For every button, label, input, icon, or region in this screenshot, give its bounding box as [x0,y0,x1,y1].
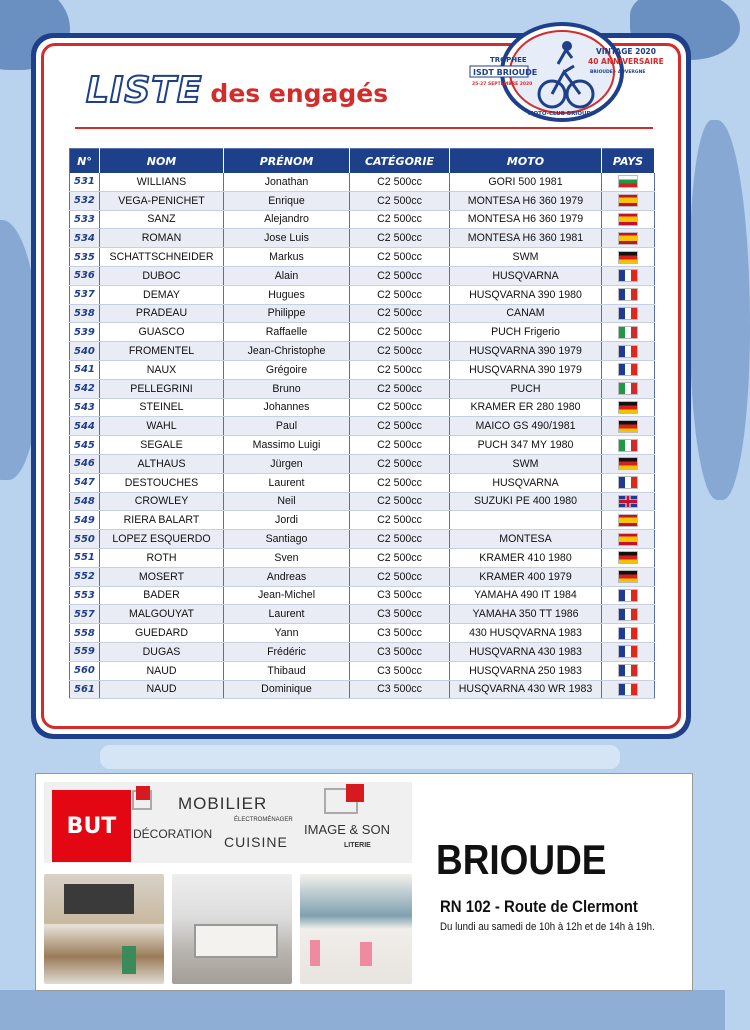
flag-es-icon [618,533,638,546]
table-row [70,492,655,511]
cell-cat: C2 500cc [350,492,450,511]
cell-moto: GORI 500 1981 [450,173,602,191]
cell-cat: C2 500cc [350,304,450,323]
cell-prenom: Jean-Michel [224,586,350,605]
cell-num: 537 [70,285,100,304]
flag-fr-icon [618,307,638,320]
cell-moto: MONTESA H6 360 1979 [450,191,602,210]
cell-num: 546 [70,454,100,473]
cell-moto: MONTESA H6 360 1979 [450,210,602,229]
cell-num: 553 [70,586,100,605]
cell-moto: HUSQVARNA [450,266,602,285]
flag-de-icon [618,570,638,583]
column-header-number: N° [70,149,100,174]
table-row [70,191,655,210]
cell-num: 547 [70,473,100,492]
cell-moto: PUCH Frigerio [450,323,602,342]
cell-moto: CANAM [450,304,602,323]
cell-nom: SCHATTSCHNEIDER [100,248,224,267]
cell-pays [602,323,655,342]
cell-prenom: Alejandro [224,210,350,229]
cell-cat: C2 500cc [350,248,450,267]
advertisement [35,773,693,991]
background-shape [0,990,725,1030]
cell-prenom: Johannes [224,398,350,417]
cell-prenom: Jean-Christophe [224,342,350,361]
table-row [70,398,655,417]
cell-pays [602,360,655,379]
entries-table [69,148,655,699]
cell-nom: RIERA BALART [100,511,224,530]
flag-bg-icon [618,175,638,188]
photo-detail [64,884,134,914]
cell-prenom: Dominique [224,680,350,699]
cell-num: 543 [70,398,100,417]
cell-num: 531 [70,173,100,191]
ad-mobilier: MOBILIER [178,794,268,813]
flag-de-icon [618,401,638,414]
cell-pays [602,229,655,248]
cell-cat: C2 500cc [350,530,450,549]
background-shape [100,745,620,769]
cell-pays [602,530,655,549]
table-row [70,379,655,398]
cell-nom: MOSERT [100,567,224,586]
cell-prenom: Yann [224,624,350,643]
cell-pays [602,379,655,398]
flag-it-icon [618,326,638,339]
cell-pays [602,436,655,455]
table-row [70,473,655,492]
table-row [70,642,655,661]
cell-cat: C2 500cc [350,323,450,342]
cell-cat: C2 500cc [350,511,450,530]
cell-prenom: Frédéric [224,642,350,661]
cell-prenom: Laurent [224,473,350,492]
table-row [70,266,655,285]
cell-num: 536 [70,266,100,285]
cell-cat: C3 500cc [350,680,450,699]
flag-fr-icon [618,645,638,658]
cell-pays [602,248,655,267]
cell-cat: C2 500cc [350,360,450,379]
cell-moto: SWM [450,248,602,267]
cell-prenom: Paul [224,417,350,436]
cell-nom: PRADEAU [100,304,224,323]
title-liste: LISTE [86,70,203,111]
cell-moto: HUSQVARNA 390 1979 [450,342,602,361]
cell-nom: SEGALE [100,436,224,455]
cell-num: 561 [70,680,100,699]
flag-fr-icon [618,269,638,282]
table-header-row [70,149,655,174]
bedroom-photo [172,874,292,984]
cell-pays [602,454,655,473]
table-row [70,304,655,323]
cell-num: 539 [70,323,100,342]
column-header-moto: MOTO [450,149,602,174]
cell-num: 560 [70,661,100,680]
cell-nom: VEGA-PENICHET [100,191,224,210]
cell-cat: C2 500cc [350,342,450,361]
table-row [70,285,655,304]
cell-moto: 430 HUSQVARNA 1983 [450,624,602,643]
cell-cat: C3 500cc [350,605,450,624]
cell-pays [602,548,655,567]
cell-num: 540 [70,342,100,361]
cell-cat: C3 500cc [350,586,450,605]
table-row [70,210,655,229]
square-icon [346,784,364,802]
cell-moto: HUSQVARNA 430 1983 [450,642,602,661]
title-des-engages: des engagés [210,79,389,108]
table-row [70,680,655,699]
cell-cat: C2 500cc [350,173,450,191]
table-row [70,229,655,248]
cell-moto: KRAMER 400 1979 [450,567,602,586]
photo-detail [360,942,372,966]
cell-cat: C2 500cc [350,210,450,229]
cell-nom: DUBOC [100,266,224,285]
cell-nom: CROWLEY [100,492,224,511]
flag-fr-icon [618,608,638,621]
cell-prenom: Neil [224,492,350,511]
flag-es-icon [618,213,638,226]
cell-prenom: Thibaud [224,661,350,680]
table-row [70,567,655,586]
column-header-prenom: PRÉNOM [224,149,350,174]
page-title [86,70,388,114]
cell-cat: C2 500cc [350,229,450,248]
ad-decoration: DÉCORATION [133,827,213,841]
background-shape [690,120,750,500]
cell-nom: WAHL [100,417,224,436]
cell-num: 545 [70,436,100,455]
cell-cat: C2 500cc [350,417,450,436]
cell-nom: BADER [100,586,224,605]
cell-moto: MONTESA H6 360 1981 [450,229,602,248]
cell-pays [602,586,655,605]
cell-nom: ROMAN [100,229,224,248]
cell-num: 549 [70,511,100,530]
cell-moto: HUSQVARNA 250 1983 [450,661,602,680]
square-icon [136,786,150,800]
logo-line4: VINTAGE 2020 [596,47,656,56]
cell-moto: PUCH 347 MY 1980 [450,436,602,455]
cell-nom: ALTHAUS [100,454,224,473]
cell-pays [602,492,655,511]
flag-fr-icon [618,476,638,489]
cell-pays [602,210,655,229]
cell-pays [602,173,655,191]
cell-num: 548 [70,492,100,511]
cell-nom: LOPEZ ESQUERDO [100,530,224,549]
table-row [70,323,655,342]
cell-moto: YAMAHA 490 IT 1984 [450,586,602,605]
logo-line5: 40 ANNIVERSAIRE [588,57,664,66]
logo-line3: 25-27 SEPTEMBRE 2020 [472,82,533,87]
cell-nom: NAUD [100,661,224,680]
flag-es-icon [618,232,638,245]
table-row [70,436,655,455]
cell-nom: NAUD [100,680,224,699]
event-logo [466,22,664,122]
cell-nom: GUASCO [100,323,224,342]
cell-num: 532 [70,191,100,210]
cell-moto: MONTESA [450,530,602,549]
cell-prenom: Enrique [224,191,350,210]
flag-fr-icon [618,288,638,301]
ad-image-son: IMAGE & SON [304,822,390,837]
cell-num: 557 [70,605,100,624]
table-row [70,605,655,624]
cell-cat: C2 500cc [350,285,450,304]
cell-num: 550 [70,530,100,549]
table-row [70,548,655,567]
store-city: BRIOUDE [436,836,607,883]
flag-es-icon [618,194,638,207]
cell-moto: YAMAHA 350 TT 1986 [450,605,602,624]
cell-cat: C2 500cc [350,454,450,473]
logo-line2: ISDT BRIOUDE [473,68,538,77]
cell-prenom: Jordi [224,511,350,530]
cell-cat: C3 500cc [350,642,450,661]
flag-es-icon [618,514,638,527]
cell-num: 542 [70,379,100,398]
cell-cat: C2 500cc [350,398,450,417]
flag-fr-icon [618,345,638,358]
cell-nom: SANZ [100,210,224,229]
cell-cat: C2 500cc [350,379,450,398]
cell-prenom: Raffaelle [224,323,350,342]
but-logo: BUT [52,790,131,862]
cell-moto: SUZUKI PE 400 1980 [450,492,602,511]
cell-pays [602,680,655,699]
cell-prenom: Philippe [224,304,350,323]
cell-pays [602,398,655,417]
cell-num: 551 [70,548,100,567]
cell-prenom: Grégoire [224,360,350,379]
cell-moto [450,511,602,530]
cell-pays [602,342,655,361]
flag-fr-icon [618,589,638,602]
cell-moto: SWM [450,454,602,473]
flag-it-icon [618,439,638,452]
cell-pays [602,191,655,210]
cell-moto: PUCH [450,379,602,398]
table-row [70,360,655,379]
cell-num: 559 [70,642,100,661]
cell-pays [602,567,655,586]
cell-prenom: Bruno [224,379,350,398]
logo-line6: BRIOUDE - AUVERGNE [590,70,646,75]
ad-electromenager: ÉLECTROMÉNAGER [234,817,293,823]
cell-num: 535 [70,248,100,267]
ad-literie: LITERIE [344,842,371,849]
table-row [70,417,655,436]
cell-num: 541 [70,360,100,379]
cell-prenom: Hugues [224,285,350,304]
cell-pays [602,605,655,624]
cell-num: 552 [70,567,100,586]
cell-prenom: Jürgen [224,454,350,473]
title-divider [75,127,653,129]
cell-moto: HUSQVARNA 390 1979 [450,360,602,379]
cell-pays [602,285,655,304]
cell-pays [602,266,655,285]
ad-banner [44,782,412,863]
flag-de-icon [618,251,638,264]
cell-prenom: Jose Luis [224,229,350,248]
flag-fr-icon [618,683,638,696]
cell-pays [602,304,655,323]
cell-moto: HUSQVARNA [450,473,602,492]
cell-pays [602,642,655,661]
cell-cat: C2 500cc [350,473,450,492]
living-photo [300,874,412,984]
cell-num: 534 [70,229,100,248]
cell-num: 558 [70,624,100,643]
store-hours: Du lundi au samedi de 10h à 12h et de 14h à 19h. [440,921,655,933]
flag-de-icon [618,551,638,564]
photo-detail [310,940,320,966]
table-row [70,586,655,605]
cell-pays [602,417,655,436]
flag-gb-icon [618,495,638,508]
cell-prenom: Laurent [224,605,350,624]
cell-moto: KRAMER ER 280 1980 [450,398,602,417]
cell-prenom: Andreas [224,567,350,586]
cell-pays [602,473,655,492]
flag-fr-icon [618,627,638,640]
photo-detail [194,924,278,958]
column-header-categorie: CATÉGORIE [350,149,450,174]
cell-moto: MAICO GS 490/1981 [450,417,602,436]
column-header-nom: NOM [100,149,224,174]
cell-cat: C3 500cc [350,661,450,680]
column-header-pays: PAYS [602,149,655,174]
cell-nom: STEINEL [100,398,224,417]
table-row [70,248,655,267]
cell-prenom: Sven [224,548,350,567]
cell-prenom: Santiago [224,530,350,549]
cell-nom: DEMAY [100,285,224,304]
flag-de-icon [618,457,638,470]
cell-cat: C2 500cc [350,436,450,455]
table-row [70,173,655,191]
logo-line1: TROPHEE [490,56,527,64]
ad-cuisine: CUISINE [224,834,288,850]
cell-prenom: Alain [224,266,350,285]
cell-num: 538 [70,304,100,323]
kitchen-photo [44,874,164,984]
logo-line7: MOTO-CLUB BRIOUDE [528,111,595,117]
cell-nom: WILLIANS [100,173,224,191]
cell-nom: PELLEGRINI [100,379,224,398]
cell-nom: FROMENTEL [100,342,224,361]
store-address: RN 102 - Route de Clermont [440,897,638,916]
cell-prenom: Jonathan [224,173,350,191]
cell-nom: ROTH [100,548,224,567]
cell-nom: DESTOUCHES [100,473,224,492]
cell-num: 533 [70,210,100,229]
cell-pays [602,511,655,530]
cell-pays [602,624,655,643]
cell-nom: MALGOUYAT [100,605,224,624]
cell-moto: KRAMER 410 1980 [450,548,602,567]
table-row [70,624,655,643]
flag-fr-icon [618,664,638,677]
flag-it-icon [618,382,638,395]
cell-cat: C2 500cc [350,567,450,586]
table-row [70,511,655,530]
flag-fr-icon [618,363,638,376]
flag-de-icon [618,420,638,433]
cell-prenom: Markus [224,248,350,267]
cell-num: 544 [70,417,100,436]
cell-nom: GUEDARD [100,624,224,643]
cell-nom: NAUX [100,360,224,379]
table-row [70,661,655,680]
cell-prenom: Massimo Luigi [224,436,350,455]
cell-cat: C2 500cc [350,548,450,567]
cell-moto: HUSQVARNA 430 WR 1983 [450,680,602,699]
cell-moto: HUSQVARNA 390 1980 [450,285,602,304]
photo-detail [122,946,136,974]
table-row [70,454,655,473]
table-row [70,342,655,361]
table-row [70,530,655,549]
cell-pays [602,661,655,680]
cell-cat: C2 500cc [350,191,450,210]
cell-cat: C3 500cc [350,624,450,643]
cell-cat: C2 500cc [350,266,450,285]
cell-nom: DUGAS [100,642,224,661]
